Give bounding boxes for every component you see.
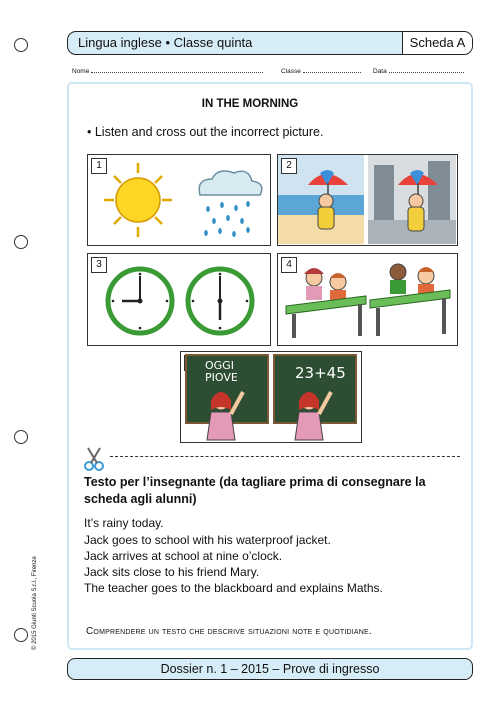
class-label: Classe (281, 68, 301, 75)
picture-panel-4[interactable] (277, 253, 458, 346)
picture-panel-3[interactable] (87, 253, 271, 346)
teacher-text-line: Jack goes to school with his waterproof jacket. (84, 533, 331, 547)
name-field (72, 67, 263, 75)
scissors-icon (83, 446, 105, 472)
board-text-1: OGGI (205, 359, 234, 372)
teacher-text-line: The teacher goes to the blackboard and explains Maths. (84, 581, 383, 595)
teacher-text-line: Jack sits close to his friend Mary. (84, 565, 260, 579)
binder-hole (14, 430, 28, 444)
class-line (303, 67, 361, 73)
children-at-desk-icon (278, 254, 456, 344)
panel-number: 3 (91, 257, 107, 273)
board-text-3: 23+45 (295, 364, 346, 382)
sheet-label: Scheda A (403, 32, 472, 54)
teacher-heading: Testo per l’insegnante (da tagliare prima di consegnare la scheda agli alunni) (84, 475, 426, 506)
exercise-title: IN THE MORNING (201, 98, 299, 110)
date-label: Data (373, 68, 387, 75)
date-line (389, 67, 464, 73)
name-line (91, 67, 263, 73)
binder-hole (14, 235, 28, 249)
binder-hole (14, 38, 28, 52)
panel-number: 4 (281, 257, 297, 273)
sun-and-rain-icon (88, 155, 269, 244)
cut-line (110, 456, 460, 457)
footer-bar: Dossier n. 1 – 2015 – Prove di ingresso (67, 658, 473, 680)
teacher-icon (181, 352, 361, 441)
picture-panel-1[interactable] (87, 154, 271, 246)
child-with-umbrella-icon (278, 155, 456, 244)
panel-number: 2 (281, 158, 297, 174)
name-label: Nome (72, 68, 90, 75)
panel-number: 1 (91, 158, 107, 174)
picture-panel-2[interactable] (277, 154, 458, 246)
picture-panel-5[interactable] (180, 351, 362, 443)
date-field (373, 67, 464, 75)
header-bar (67, 31, 473, 55)
class-field (281, 67, 361, 75)
board-text-2: PIOVE (205, 371, 238, 384)
copyright-notice: © 2015 Giunti Scuola S.r.l., Firenze (32, 556, 38, 650)
teacher-text-line: It’s rainy today. (84, 516, 164, 530)
header-title: Lingua inglese • Classe quinta (78, 35, 253, 50)
skill-objective: Comprendere un testo che descrive situazioni note e quotidiane. (86, 626, 372, 637)
exercise-instruction: • Listen and cross out the incorrect picture. (87, 125, 324, 139)
clocks-icon (88, 254, 269, 344)
teacher-text-line: Jack arrives at school at nine o’clock. (84, 549, 283, 563)
binder-hole (14, 628, 28, 642)
